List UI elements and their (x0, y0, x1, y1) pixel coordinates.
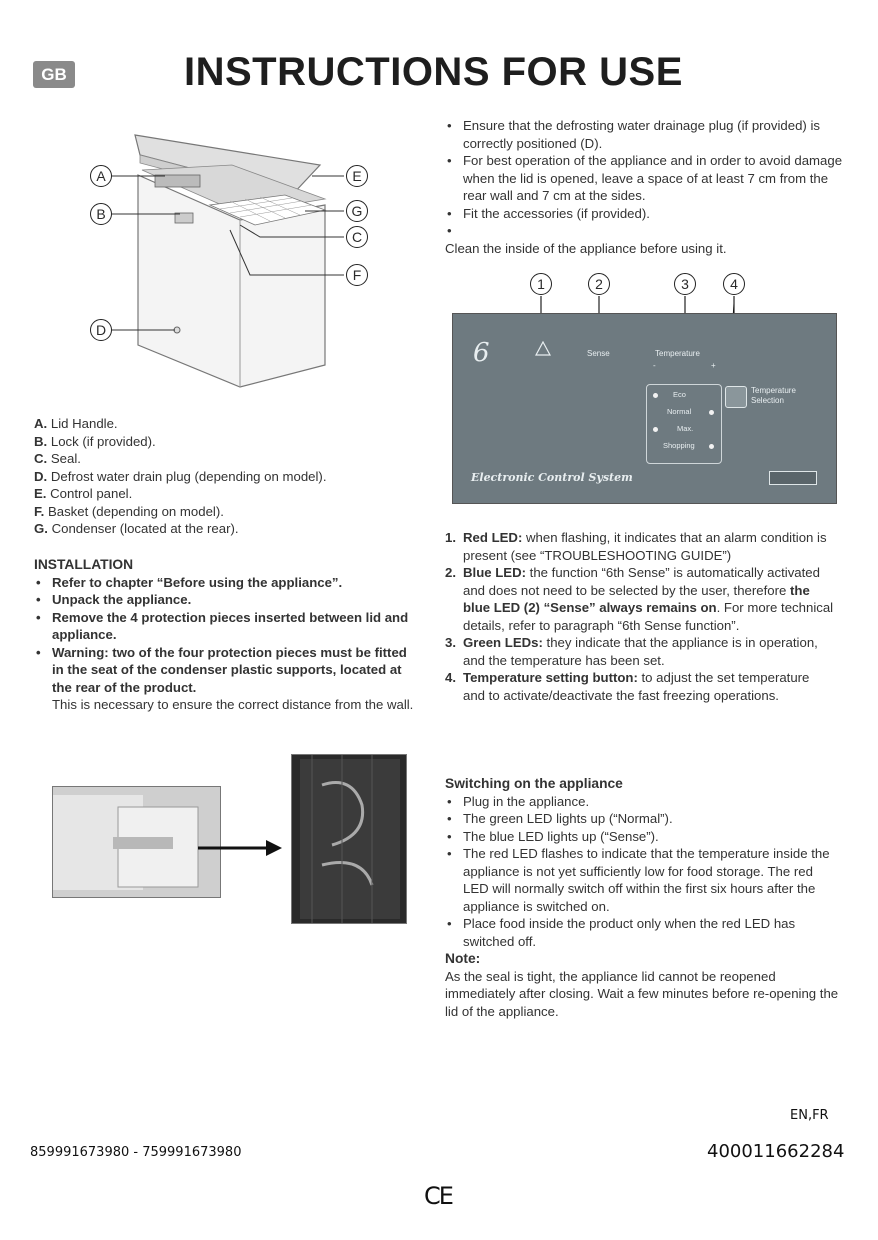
led-indicator-box (646, 384, 722, 464)
temperature-minus: - (653, 361, 656, 370)
list-item (445, 222, 843, 240)
temperature-selection-button[interactable] (725, 386, 747, 408)
parts-list (34, 415, 414, 538)
led-eco (653, 393, 658, 398)
panel-callout-4: 4 (723, 273, 745, 295)
part-item: B. Lock (if provided). (34, 433, 156, 449)
led-normal (709, 410, 714, 415)
led-max (653, 427, 658, 432)
temperature-selection-label: Temperature Selection (751, 386, 796, 405)
part-item: G. Condenser (located at the rear). (34, 521, 239, 536)
legend-item: 1. Red LED: when flashing, it indicates that an alarm condition is present (see “TROUBLESHOOTING GUIDE”) (445, 530, 827, 563)
list-item: • The red LED flashes to indicate that the temperature inside the appliance is not yet sufficiently low for food storage. The red LED will normally switch off within the first six hours after the appliance is switched on. (445, 845, 840, 915)
condenser-photo-rear (291, 754, 407, 924)
callout-g: G (346, 200, 368, 222)
part-item: A. Lid Handle. (34, 416, 118, 431)
list-item: • The green LED lights up (“Normal”). (445, 810, 840, 828)
list-item: • Warning: two of the four protection pieces must be fitted in the seat of the condenser plastic supports, located at the rear of the product. (34, 644, 416, 697)
part-item: E. Control panel. (34, 486, 133, 501)
led-legend (445, 529, 835, 704)
part-item: D. Defrost water drain plug (depending on model). (34, 468, 327, 484)
led-shopping (709, 444, 714, 449)
clean-note: Clean the inside of the appliance before using it. (445, 240, 727, 256)
installation-heading: INSTALLATION (34, 557, 134, 572)
callout-a: A (90, 165, 112, 187)
switching-heading: Switching on the appliance (445, 776, 623, 791)
page-title: INSTRUCTIONS FOR USE (184, 50, 683, 94)
list-item: • Refer to chapter “Before using the appliance”. (34, 574, 416, 592)
ce-mark: CE (424, 1182, 452, 1210)
list-item: • Place food inside the product only when the red LED has switched off. (445, 915, 840, 950)
panel-callout-1: 1 (530, 273, 552, 295)
led-label-eco: Eco (673, 390, 686, 399)
list-item: • Remove the 4 protection pieces inserted between lid and appliance. (34, 609, 416, 644)
setup-instructions (445, 117, 843, 257)
list-item: • Fit the accessories (if provided). (445, 205, 843, 223)
part-item: F. Basket (depending on model). (34, 503, 224, 519)
sense-label: Sense (587, 349, 610, 358)
list-item: • Unpack the appliance. (34, 591, 416, 609)
languages: EN,FR (790, 1108, 829, 1123)
list-item: • Ensure that the defrosting water drainage plug (if provided) is correctly positioned (D). (445, 117, 843, 152)
alarm-icon (535, 341, 551, 357)
note-heading: Note: (445, 951, 481, 966)
installation-section (34, 556, 416, 714)
condenser-photo-front (52, 786, 221, 898)
led-label-normal: Normal (667, 407, 692, 416)
list-item: • For best operation of the appliance and in order to avoid damage when the lid is opened, leave a space of at least 7 cm from the rear wall and 7 cm at the sides. (445, 152, 843, 205)
legend-item: 3. Green LEDs: they indicate that the appliance is in operation, and the temperature has been set. (445, 635, 818, 668)
installation-note: This is necessary to ensure the correct distance from the wall. (52, 697, 414, 712)
callout-b: B (90, 203, 112, 225)
document-number: 400011662284 (707, 1141, 845, 1162)
callout-f: F (346, 264, 368, 286)
panel-callout-3: 3 (674, 273, 696, 295)
note-text: As the seal is tight, the appliance lid cannot be reopened immediately after closing. Wait a few minutes before re-opening the lid of the appliance. (445, 968, 839, 1019)
brand-badge-icon (769, 471, 817, 485)
callout-e: E (346, 165, 368, 187)
callout-c: C (346, 226, 368, 248)
list-item: • Plug in the appliance. (445, 793, 840, 811)
freezer-diagram (80, 125, 380, 405)
legend-item: 2. Blue LED: the function “6th Sense” is automatically activated and does not need to be selected by the user, therefore the blue LED (2) “Sense” always remains on. For more technical details, refer to paragraph “6th Sense function”. (445, 565, 834, 633)
sixth-sense-logo: 6 (473, 338, 490, 368)
led-label-max: Max. (677, 424, 694, 433)
callout-d: D (90, 319, 112, 341)
control-panel-image (452, 313, 837, 504)
legend-item: 4. Temperature setting button: to adjust the set temperature and to activate/deactivate the fast freezing operations. (445, 670, 810, 703)
part-item: C. Seal. (34, 451, 81, 466)
language-badge: GB (33, 61, 75, 88)
list-item: • The blue LED lights up (“Sense”). (445, 828, 840, 846)
temperature-label: Temperature (655, 349, 700, 358)
led-label-shopping: Shopping (663, 441, 695, 450)
product-codes: 859991673980 - 759991673980 (30, 1145, 242, 1160)
arrow-icon (198, 838, 284, 858)
panel-callout-2: 2 (588, 273, 610, 295)
electronic-control-system-label: Electronic Control System (471, 471, 633, 484)
switching-section (445, 775, 840, 1020)
temperature-plus: + (711, 361, 716, 370)
